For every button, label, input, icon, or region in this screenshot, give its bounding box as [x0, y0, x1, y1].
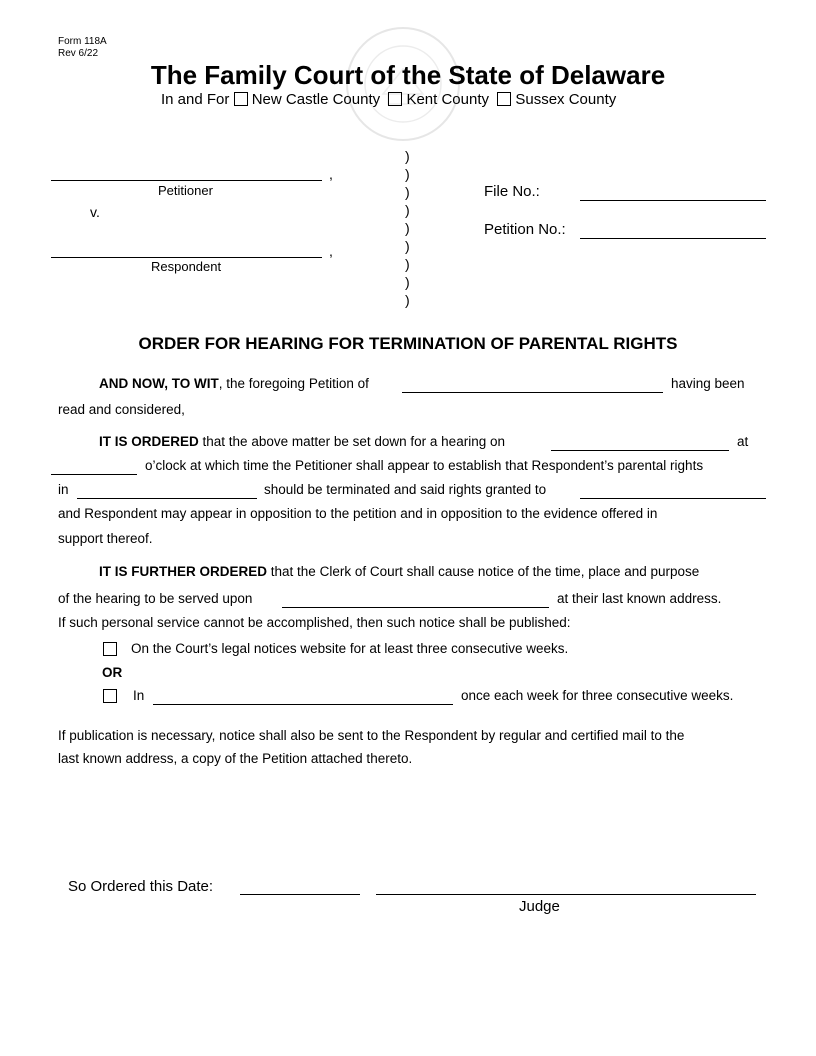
para1-line1: [99, 376, 369, 391]
hearing-time-field[interactable]: [51, 458, 137, 475]
versus-label: v.: [90, 204, 100, 220]
para4-text-a: If publication is necessary, notice shall also be sent to the Respondent by regular and certified mail to the: [58, 728, 685, 743]
newspaper-publication-checkbox[interactable]: [103, 689, 117, 703]
para2-text-a: that the above matter be set down for a hearing on: [202, 434, 505, 449]
para2-text-f: and Respondent may appear in opposition to the petition and in opposition to the evidence offered in: [58, 506, 658, 521]
paren: ): [405, 166, 410, 182]
paren: ): [405, 220, 410, 236]
para2-text-d: in: [58, 482, 69, 497]
paren: ): [405, 184, 410, 200]
form-number: Form 118A: [58, 36, 107, 47]
or-label: OR: [102, 665, 123, 680]
para3-line1: [99, 564, 699, 579]
respondent-comma: ,: [329, 243, 333, 259]
rights-granted-to-field[interactable]: [580, 482, 766, 499]
paren: ): [405, 148, 410, 164]
para2-line1: [99, 434, 505, 449]
petition-of-field[interactable]: [402, 376, 663, 393]
sussex-label: Sussex County: [515, 91, 617, 108]
para2-text-e: should be terminated and said rights granted to: [264, 482, 547, 497]
newspaper-name-field[interactable]: [153, 688, 453, 705]
paren: ): [405, 202, 410, 218]
para3-text-b: of the hearing to be served upon: [58, 591, 253, 606]
served-upon-field[interactable]: [282, 591, 549, 608]
in-and-for-label: In and For: [161, 91, 230, 108]
order-date-field[interactable]: [240, 878, 360, 895]
option2-text: once each week for three consecutive weeks.: [461, 688, 734, 703]
paren: ): [405, 256, 410, 272]
file-no-label: File No.:: [484, 183, 540, 200]
file-no-field[interactable]: [580, 184, 766, 201]
hearing-date-field[interactable]: [551, 434, 729, 451]
judge-signature-field[interactable]: [376, 878, 756, 895]
respondent-name-field[interactable]: [51, 241, 322, 258]
petitioner-name-field[interactable]: [51, 164, 322, 181]
petitioner-label: Petitioner: [158, 183, 213, 198]
para3-text-d: If such personal service cannot be accomplished, then such notice shall be published:: [58, 615, 571, 630]
para4-text-b: last known address, a copy of the Petition attached thereto.: [58, 751, 413, 766]
para1-text-a: , the foregoing Petition of: [218, 376, 369, 391]
respondent-label: Respondent: [151, 259, 222, 274]
order-title: ORDER FOR HEARING FOR TERMINATION OF PARENTAL RIGHTS: [138, 334, 678, 353]
petitioner-comma: ,: [329, 166, 333, 182]
para2-text-b: at: [737, 434, 749, 449]
para3-text-a: that the Clerk of Court shall cause notice of the time, place and purpose: [270, 564, 700, 579]
kent-label: Kent County: [406, 91, 490, 108]
so-ordered-label: So Ordered this Date:: [68, 878, 214, 895]
para2-text-g: support thereof.: [58, 531, 153, 546]
option1-label: On the Court’s legal notices website for at least three consecutive weeks.: [131, 641, 569, 656]
para1-text-b: having been: [671, 376, 745, 391]
new-castle-checkbox[interactable]: [234, 92, 248, 106]
petition-no-field[interactable]: [580, 222, 766, 239]
it-is-further-ordered: IT IS FURTHER ORDERED: [99, 564, 268, 579]
new-castle-label: New Castle County: [251, 91, 381, 108]
court-title: The Family Court of the State of Delaware: [150, 60, 666, 90]
petition-no-label: Petition No.:: [484, 221, 566, 238]
website-publication-checkbox[interactable]: [103, 642, 117, 656]
paren: ): [405, 292, 410, 308]
caption-divider: [405, 147, 410, 309]
paren: ): [405, 274, 410, 290]
county-selection: [161, 91, 616, 108]
para3-text-c: at their last known address.: [557, 591, 722, 606]
child-name-field[interactable]: [77, 482, 257, 499]
judge-label: Judge: [519, 898, 560, 915]
option2-in-label: In: [133, 688, 145, 703]
para1-text-c: read and considered,: [58, 402, 185, 417]
para2-text-c: o’clock at which time the Petitioner shall appear to establish that Respondent’s parental rights: [145, 458, 704, 473]
and-now-to-wit: AND NOW, TO WIT: [99, 376, 219, 391]
sussex-checkbox[interactable]: [497, 92, 511, 106]
paren: ): [405, 238, 410, 254]
form-revision: Rev 6/22: [58, 48, 99, 59]
kent-checkbox[interactable]: [388, 92, 402, 106]
it-is-ordered: IT IS ORDERED: [99, 434, 199, 449]
